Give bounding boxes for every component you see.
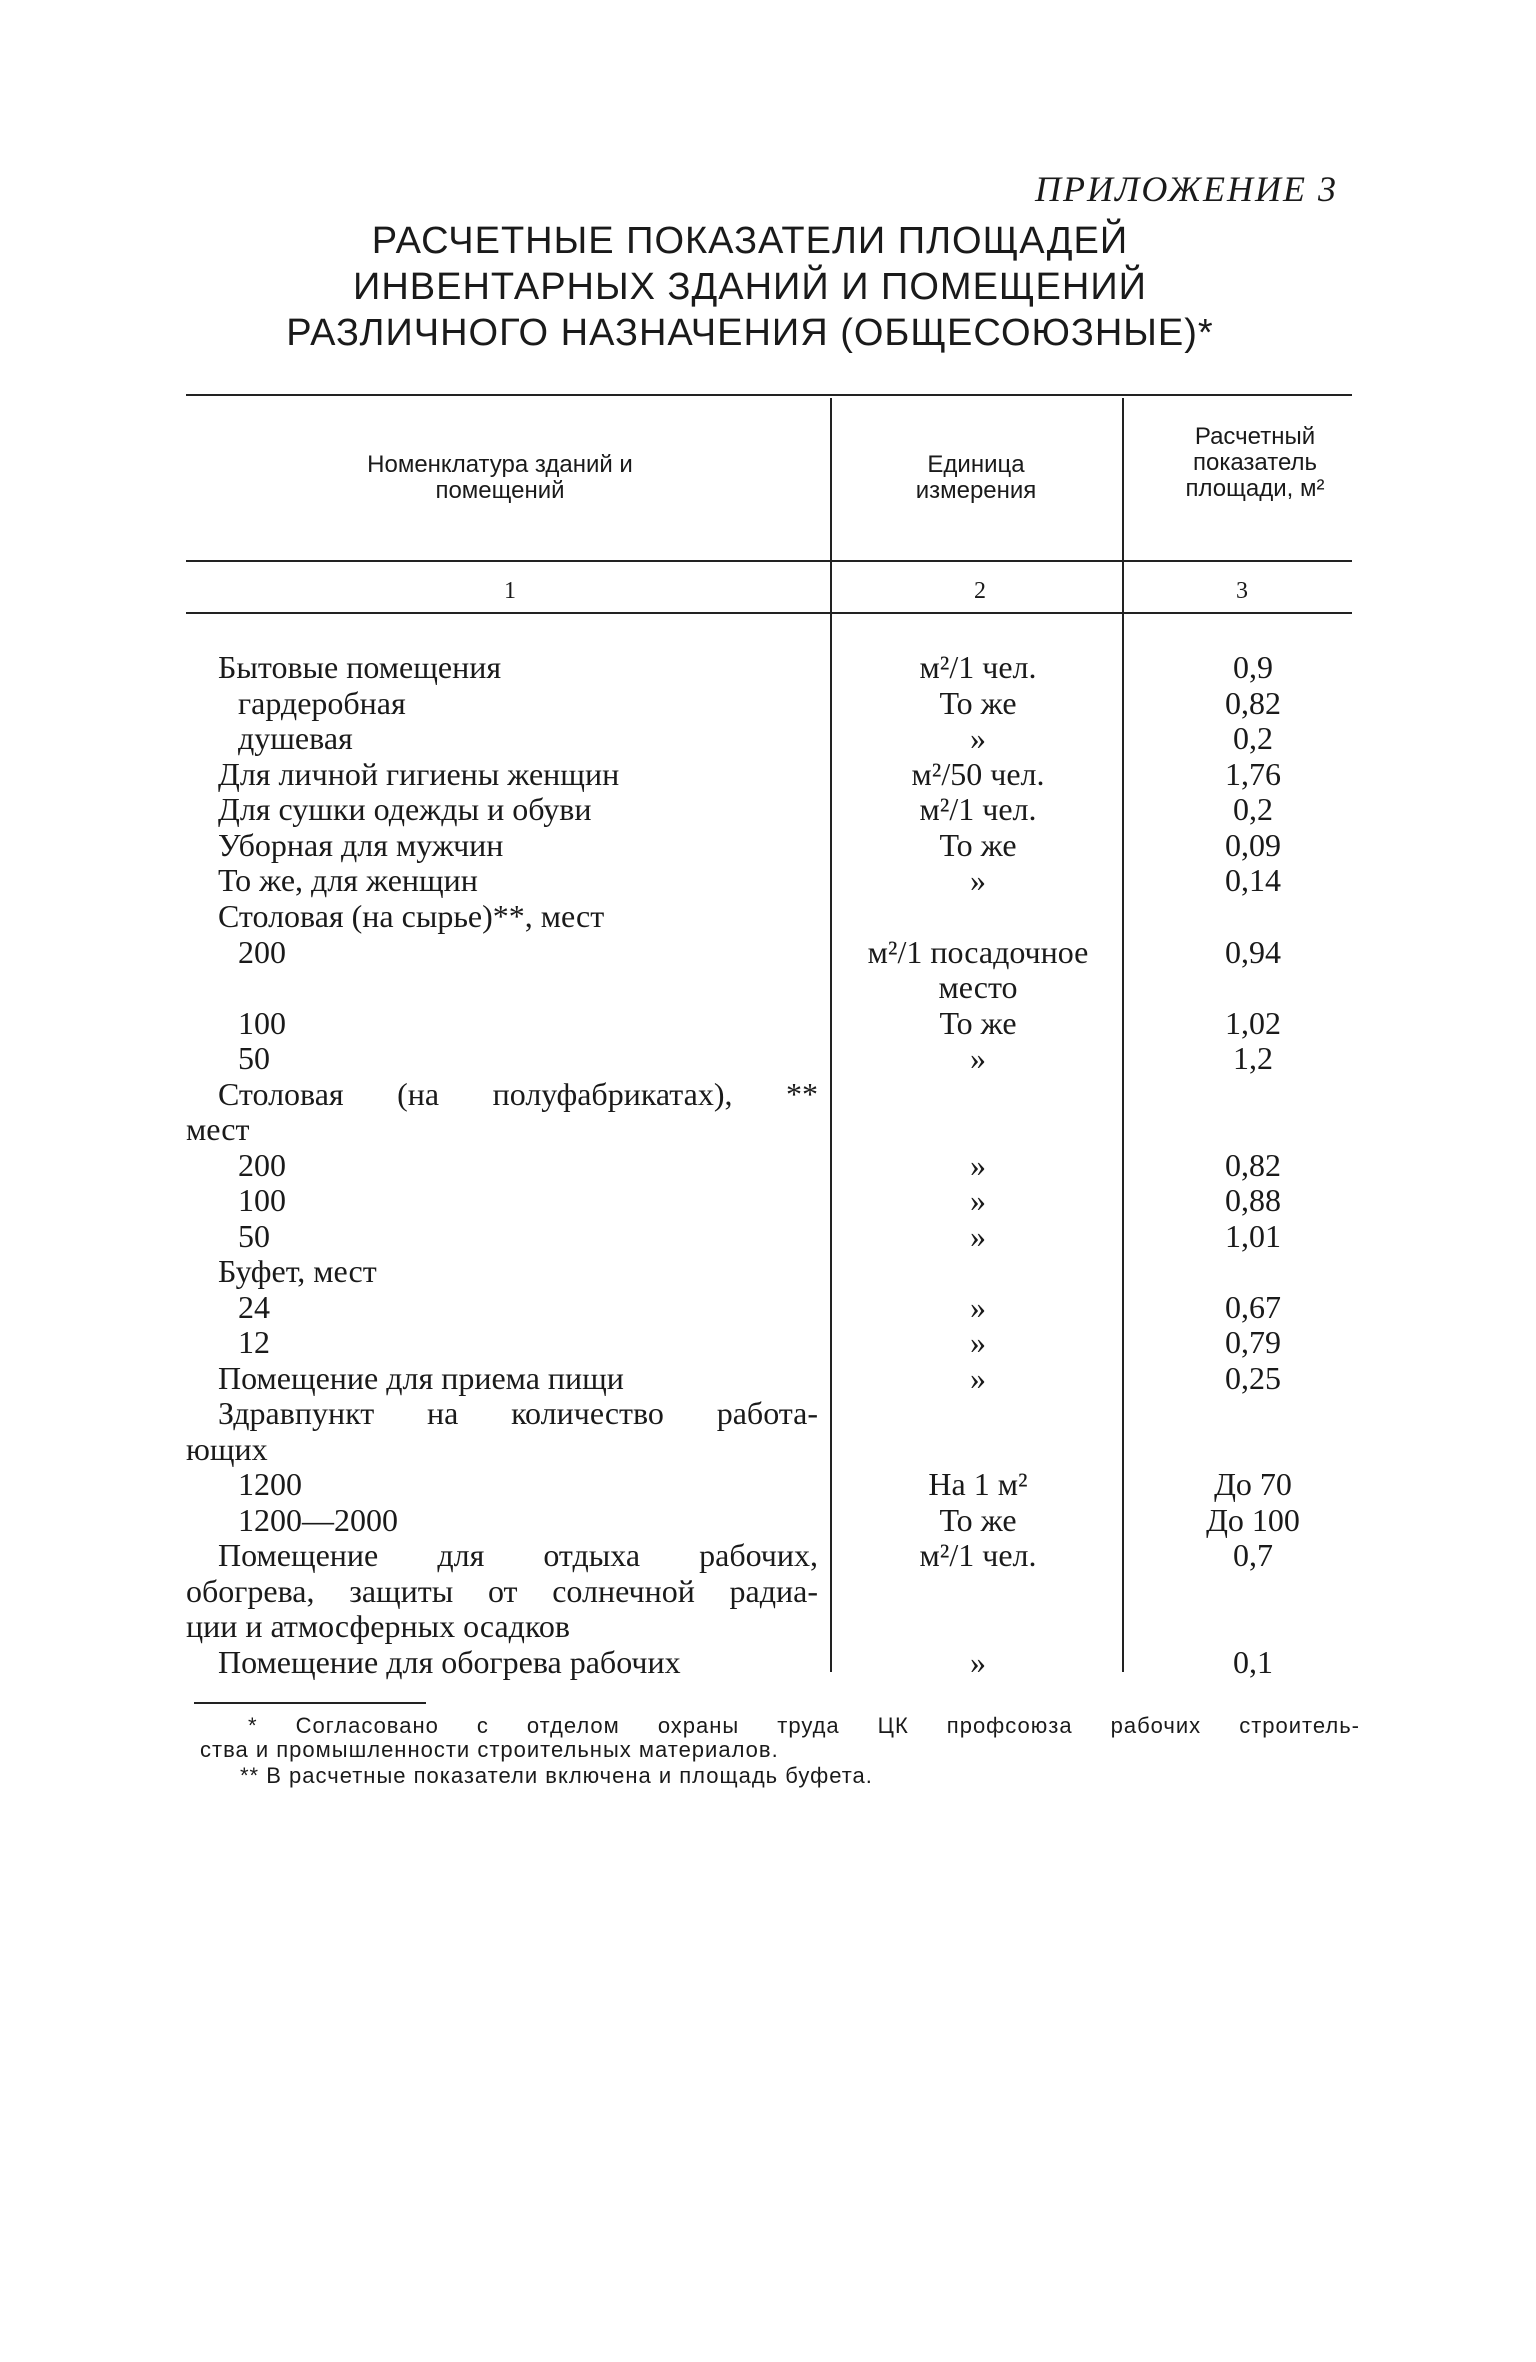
column-number-2: 2 — [974, 578, 986, 604]
row-unit: » — [970, 1644, 986, 1680]
title-line-1: РАСЧЕТНЫЕ ПОКАЗАТЕЛИ ПЛОЩАДЕЙ — [371, 220, 1129, 262]
row-unit: » — [970, 1324, 986, 1360]
row-value: 0,82 — [1225, 1147, 1281, 1183]
row-unit: » — [970, 1360, 986, 1396]
row-unit: » — [970, 720, 986, 756]
row-unit: » — [970, 862, 986, 898]
row-unit: То же — [939, 1502, 1017, 1538]
row-name: 1200—2000 — [238, 1502, 398, 1538]
table-row — [0, 1432, 1536, 1467]
row-value: 0,94 — [1225, 934, 1281, 970]
row-unit: » — [970, 1147, 986, 1183]
table-row — [0, 1077, 1536, 1112]
row-name: Для личной гигиены женщин — [218, 756, 620, 792]
appendix-label: ПРИЛОЖЕНИЕ 3 — [1035, 169, 1338, 209]
row-unit: » — [970, 1182, 986, 1218]
row-name: 12 — [238, 1324, 270, 1360]
row-name: обогрева, защиты от солнечной радиа- — [186, 1573, 818, 1609]
row-unit: м²/1 чел. — [919, 1537, 1037, 1573]
row-name: Столовая (на полуфабрикатах), ** — [218, 1076, 818, 1112]
table-row — [0, 899, 1536, 934]
row-value: 0,9 — [1233, 649, 1273, 685]
table-row — [0, 1041, 1536, 1076]
row-name: Помещение для обогрева рабочих — [218, 1644, 681, 1680]
footnote-1-line-2: ства и промышленности строительных материалов. — [200, 1737, 779, 1762]
row-name: Помещение для приема пищи — [218, 1360, 624, 1396]
row-name: То же, для женщин — [218, 862, 478, 898]
table-row — [0, 792, 1536, 827]
row-name: душевая — [238, 720, 353, 756]
table-row — [0, 970, 1536, 1005]
row-unit: место — [938, 969, 1018, 1005]
title-line-3: РАЗЛИЧНОГО НАЗНАЧЕНИЯ (ОБЩЕСОЮЗНЫЕ)* — [286, 312, 1214, 354]
table-row — [0, 1361, 1536, 1396]
footnote-1 — [200, 1714, 1360, 1762]
row-value: 0,1 — [1233, 1644, 1273, 1680]
row-name: 200 — [238, 934, 286, 970]
footnote-2: ** В расчетные показатели включена и площадь буфета. — [240, 1763, 873, 1788]
row-name: 100 — [238, 1005, 286, 1041]
row-value: 0,2 — [1233, 720, 1273, 756]
row-name: 24 — [238, 1289, 270, 1325]
row-unit: На 1 м² — [928, 1466, 1028, 1502]
table-row — [0, 1609, 1536, 1644]
table-row — [0, 1290, 1536, 1325]
table-row — [0, 1148, 1536, 1183]
header-bottom-rule — [186, 560, 1352, 562]
row-name: ции и атмосферных осадков — [186, 1608, 570, 1644]
table-row — [0, 1503, 1536, 1538]
table-row — [0, 828, 1536, 863]
row-unit: » — [970, 1289, 986, 1325]
colnum-bottom-rule — [186, 612, 1352, 614]
row-name: Буфет, мест — [218, 1253, 377, 1289]
table-row — [0, 1183, 1536, 1218]
row-name: мест — [186, 1111, 250, 1147]
row-name: 100 — [238, 1182, 286, 1218]
row-unit: » — [970, 1040, 986, 1076]
row-value: 1,02 — [1225, 1005, 1281, 1041]
header-unit: Единица измерения — [915, 451, 1037, 504]
row-value: 1,01 — [1225, 1218, 1281, 1254]
table-row — [0, 1396, 1536, 1431]
table-row — [0, 1006, 1536, 1041]
table-row — [0, 1467, 1536, 1502]
row-unit: То же — [939, 685, 1017, 721]
row-name: Уборная для мужчин — [218, 827, 504, 863]
row-name: 200 — [238, 1147, 286, 1183]
row-value: 0,14 — [1225, 862, 1281, 898]
row-value: 0,88 — [1225, 1182, 1281, 1218]
row-name: Столовая (на сырье)**, мест — [218, 898, 605, 934]
row-value: 0,7 — [1233, 1537, 1273, 1573]
row-name: Бытовые помещения — [218, 649, 502, 685]
row-value: 0,79 — [1225, 1324, 1281, 1360]
row-value: 1,2 — [1233, 1040, 1273, 1076]
page-title — [190, 218, 1310, 356]
table-row — [0, 1254, 1536, 1289]
row-value: До 100 — [1206, 1502, 1300, 1538]
row-name: 50 — [238, 1218, 270, 1254]
row-unit: м²/1 чел. — [919, 791, 1037, 827]
row-value: 1,76 — [1225, 756, 1281, 792]
row-unit: То же — [939, 827, 1017, 863]
table-row — [0, 1219, 1536, 1254]
table-row — [0, 1645, 1536, 1680]
table-row — [0, 1574, 1536, 1609]
table-row — [0, 935, 1536, 970]
header-nomenclature: Номенклатура зданий и помещений — [367, 451, 633, 504]
table-row — [0, 686, 1536, 721]
row-name: Для сушки одежды и обуви — [218, 791, 592, 827]
row-unit: » — [970, 1218, 986, 1254]
row-unit: м²/1 посадочное — [867, 934, 1089, 970]
table-top-rule — [186, 394, 1352, 396]
row-name: Здравпункт на количество работа- — [218, 1395, 818, 1431]
table-row — [0, 757, 1536, 792]
row-value: 0,2 — [1233, 791, 1273, 827]
row-name: Помещение для отдыха рабочих, — [218, 1537, 818, 1573]
row-value: До 70 — [1214, 1466, 1292, 1502]
table-row — [0, 721, 1536, 756]
row-unit: м²/1 чел. — [919, 649, 1037, 685]
table-row — [0, 1538, 1536, 1573]
row-name: 50 — [238, 1040, 270, 1076]
row-name: ющих — [186, 1431, 268, 1467]
table-row — [0, 1325, 1536, 1360]
column-number-3: 3 — [1236, 578, 1248, 604]
table-row — [0, 1112, 1536, 1147]
table-row — [0, 650, 1536, 685]
footnote-1-line-1: * Согласовано с отделом охраны труда ЦК профсоюза рабочих строитель- — [248, 1713, 1360, 1738]
footnote-rule — [194, 1702, 426, 1704]
title-line-2: ИНВЕНТАРНЫХ ЗДАНИЙ И ПОМЕЩЕНИЙ — [353, 266, 1147, 308]
column-number-1: 1 — [504, 578, 516, 604]
row-value: 0,67 — [1225, 1289, 1281, 1325]
row-value: 0,25 — [1225, 1360, 1281, 1396]
row-value: 0,82 — [1225, 685, 1281, 721]
table-row — [0, 863, 1536, 898]
row-value: 0,09 — [1225, 827, 1281, 863]
row-unit: То же — [939, 1005, 1017, 1041]
row-unit: м²/50 чел. — [911, 756, 1045, 792]
row-name: гардеробная — [238, 685, 406, 721]
header-area-indicator: Расчетный показатель площади, м² — [1185, 423, 1325, 502]
row-name: 1200 — [238, 1466, 302, 1502]
